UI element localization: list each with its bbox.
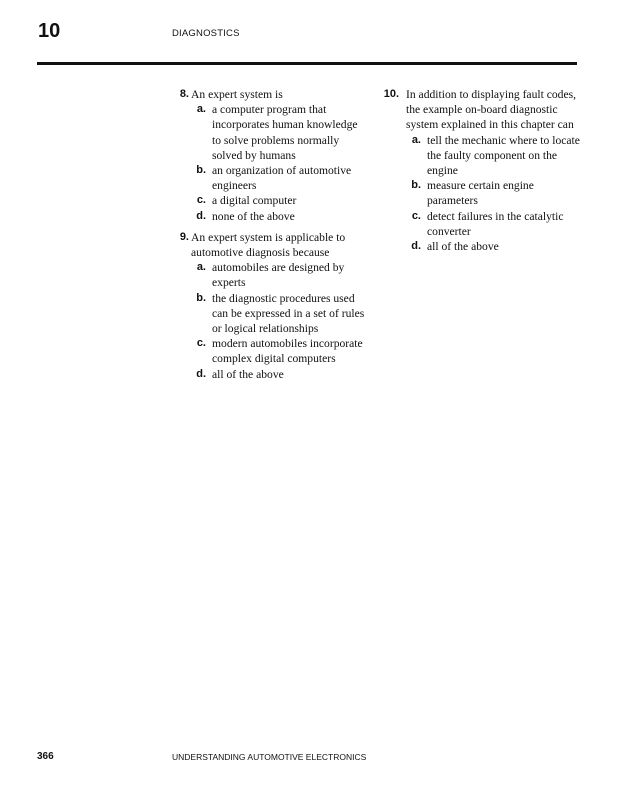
option-text: modern automobiles incorporate complex digital computers <box>212 337 363 366</box>
option-text: an organization of automotive engineers <box>212 164 352 193</box>
book-title: UNDERSTANDING AUTOMOTIVE ELECTRONICS <box>172 752 367 762</box>
option-letter: c. <box>411 209 421 222</box>
left-column <box>170 87 365 388</box>
option-text: a digital computer <box>212 194 297 208</box>
option-letter: a. <box>411 133 421 146</box>
option-text: the diagnostic procedures used can be expressed in a set of rules or logical relationships <box>212 291 365 336</box>
option-letter: d. <box>196 209 206 222</box>
option-text: measure certain engine parameters <box>427 179 534 208</box>
header-rule <box>37 62 577 65</box>
option-d <box>191 367 365 382</box>
option-letter: d. <box>411 240 421 253</box>
chapter-title: DIAGNOSTICS <box>172 28 240 39</box>
option-d <box>406 239 580 254</box>
question-9 <box>170 230 365 382</box>
option-a <box>191 102 365 163</box>
option-letter: b. <box>196 164 206 177</box>
question-text: An expert system is <box>191 88 283 101</box>
option-b <box>191 163 365 193</box>
option-text: detect failures in the catalytic converter <box>427 209 564 238</box>
option-c <box>191 193 365 208</box>
option-c <box>191 336 365 366</box>
option-text: a computer program that incorporates human knowledge to solve problems normally solved by humans <box>212 103 358 162</box>
option-letter: a. <box>196 103 206 116</box>
question-8 <box>170 87 365 224</box>
question-number: 9. <box>179 230 189 243</box>
option-c <box>406 209 580 239</box>
option-b <box>191 291 365 337</box>
option-a <box>406 133 580 179</box>
question-10 <box>380 87 580 254</box>
option-b <box>406 178 580 208</box>
option-text: tell the mechanic where to locate the faulty component on the engine <box>427 133 580 178</box>
question-text: An expert system is applicable to automotive diagnosis because <box>191 230 346 260</box>
option-letter: d. <box>196 367 206 380</box>
option-text: all of the above <box>427 240 499 254</box>
option-d <box>191 209 365 224</box>
chapter-number: 10 <box>38 20 61 42</box>
option-letter: a. <box>196 261 206 274</box>
page-number: 366 <box>37 751 54 762</box>
option-letter: b. <box>196 291 206 304</box>
question-number: 8. <box>179 88 189 100</box>
option-text: all of the above <box>212 367 284 381</box>
right-column <box>380 87 580 260</box>
option-letter: c. <box>196 337 206 350</box>
question-number: 10. <box>383 88 399 100</box>
option-text: automobiles are designed by experts <box>212 261 345 290</box>
option-letter: c. <box>196 194 206 207</box>
option-a <box>191 260 365 290</box>
option-text: none of the above <box>212 209 295 223</box>
option-letter: b. <box>411 179 421 192</box>
question-text: In addition to displaying fault codes, the example on-board diagnostic system explained in this chapter can <box>406 88 577 132</box>
